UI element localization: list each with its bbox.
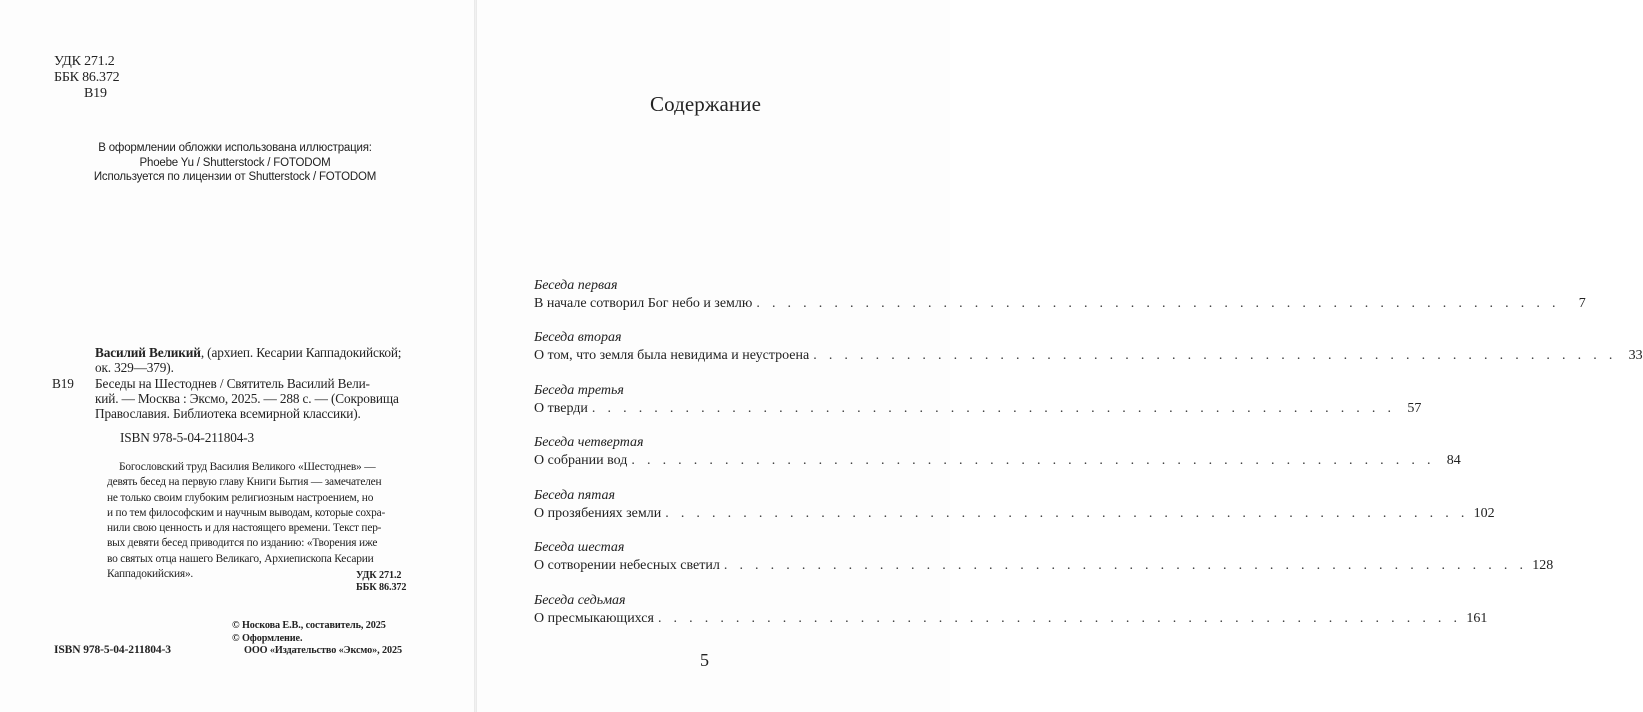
toc-part-title: Беседа четвертая <box>534 435 644 450</box>
toc-part-title: Беседа третья <box>534 383 624 398</box>
toc-leader-dots: . . . . . . . . . . . . . . . . . . . . . . . . . . . . . . . . . . . . . . . . . . . . . . . . . . . . <box>657 611 1462 626</box>
toc-chapter-title: О собрании вод <box>534 453 628 468</box>
cover-credit-line: Используется по лицензии от Shutterstock / FOTODOM <box>93 171 377 183</box>
toc-chapter-title: О пресмыкающихся <box>534 611 654 626</box>
bib-description-line: кий. — Москва : Эксмо, 2025. — 288 с. — (Сокровища <box>95 391 399 407</box>
toc-page-number: 7 <box>1578 296 1586 311</box>
annotation-line: девять бесед на первую главу Книги Бытия — замечателен <box>107 476 382 489</box>
toc-part-title: Беседа первая <box>534 278 618 293</box>
toc-leader-dots: . . . . . . . . . . . . . . . . . . . . . . . . . . . . . . . . . . . . . . . . . . . . . . . . . . . . <box>723 558 1528 573</box>
copyright-block <box>232 620 402 658</box>
toc-entry[interactable] <box>534 539 1554 575</box>
toc-part-title: Беседа пятая <box>534 488 616 503</box>
annotation-line: Каппадокийския». <box>107 568 194 581</box>
toc-part-title: Беседа седьмая <box>534 593 626 608</box>
bbk-code-top: ББК 86.372 <box>54 70 120 85</box>
toc-entry[interactable] <box>534 277 1586 313</box>
toc-entry[interactable] <box>534 329 1643 365</box>
toc-part-title: Беседа шестая <box>534 540 625 555</box>
toc-chapter-title: О сотворении небесных светил <box>534 558 720 573</box>
toc-part-title: Беседа вторая <box>534 330 622 345</box>
page-title: Содержание <box>650 92 762 116</box>
toc-entry[interactable] <box>534 434 1461 470</box>
bib-description-line: Православия. Библиотека всемирной классики). <box>95 406 361 422</box>
annotation-line: и по тем философским и научным выводам, которые сохра- <box>107 506 386 519</box>
bib-description <box>95 376 399 422</box>
bbk-code-bottom: ББК 86.372 <box>356 582 407 593</box>
toc-page-number: 57 <box>1407 401 1422 416</box>
copyright-line: © Оформление. <box>232 632 303 644</box>
cover-credit-line: В оформлении обложки использована иллюстрация: <box>98 142 372 154</box>
toc-page-number: 84 <box>1446 453 1461 468</box>
annotation-line: вых девяти бесед приводится по изданию: «Творения иже <box>107 537 378 550</box>
toc-entry[interactable] <box>534 382 1422 418</box>
toc-leader-dots: . . . . . . . . . . . . . . . . . . . . . . . . . . . . . . . . . . . . . . . . . . . . . . . . . . . . <box>631 453 1435 468</box>
author-dates: ок. 329—379). <box>95 360 174 376</box>
toc-chapter-title: О том, что земля была невидима и неустроена <box>534 348 810 363</box>
toc-page-number: 161 <box>1466 611 1488 626</box>
bib-code: В19 <box>52 376 74 391</box>
toc-entry[interactable] <box>534 487 1495 523</box>
author-name: Василий Великий <box>95 345 201 360</box>
annotation <box>107 460 385 582</box>
copyright-line: ООО «Издательство «Эксмо», 2025 <box>244 645 402 656</box>
annotation-line: не только своим глубоким религиозным настроением, но <box>107 491 374 504</box>
copyright-line: © Носкова Е.В., составитель, 2025 <box>232 620 386 631</box>
toc-leader-dots: . . . . . . . . . . . . . . . . . . . . . . . . . . . . . . . . . . . . . . . . . . . . . . . . . . . . <box>591 401 1396 416</box>
bib-author <box>95 345 401 375</box>
annotation-line: Богословский труд Василия Великого «Шестоднев» — <box>119 461 376 473</box>
author-details: , (архиеп. Кесарии Каппадокийской; <box>200 345 402 360</box>
toc-page-number: 128 <box>1532 558 1554 573</box>
toc-chapter-title: О тверди <box>534 401 588 416</box>
toc-page-number: 33 <box>1628 348 1643 363</box>
toc-leader-dots: . . . . . . . . . . . . . . . . . . . . . . . . . . . . . . . . . . . . . . . . . . . . . . . . . . . . <box>665 506 1469 521</box>
bib-description-line: Беседы на Шестоднев / Святитель Василий Вели- <box>95 376 370 391</box>
annotation-line: во святых отца нашего Великаго, Архиепископа Кесарии <box>107 552 374 565</box>
udk-code-bottom: УДК 271.2 <box>356 570 402 581</box>
udk-code-top: УДК 271.2 <box>54 54 115 69</box>
author-code-top: В19 <box>84 86 107 101</box>
bib-isbn: ISBN 978-5-04-211804-3 <box>120 430 254 445</box>
toc-leader-dots: . . . . . . . . . . . . . . . . . . . . . . . . . . . . . . . . . . . . . . . . . . . . . . . . . . . . <box>813 348 1617 363</box>
isbn-bottom: ISBN 978-5-04-211804-3 <box>54 644 171 656</box>
toc-entry[interactable] <box>534 592 1488 628</box>
toc-chapter-title: О прозябениях земли <box>534 506 662 521</box>
toc-chapter-title: В начале сотворил Бог небо и землю <box>534 296 753 311</box>
imprint-page <box>0 0 474 712</box>
page-number: 5 <box>700 650 709 670</box>
annotation-line: нили свою ценность и для настоящего времени. Текст пер- <box>107 522 382 535</box>
cover-credit <box>40 141 430 185</box>
toc-leader-dots: . . . . . . . . . . . . . . . . . . . . . . . . . . . . . . . . . . . . . . . . . . . . . . . . . . . . <box>756 296 1560 311</box>
cover-credit-line: Phoebe Yu / Shutterstock / FOTODOM <box>139 156 331 169</box>
toc-page-number: 102 <box>1473 506 1495 521</box>
